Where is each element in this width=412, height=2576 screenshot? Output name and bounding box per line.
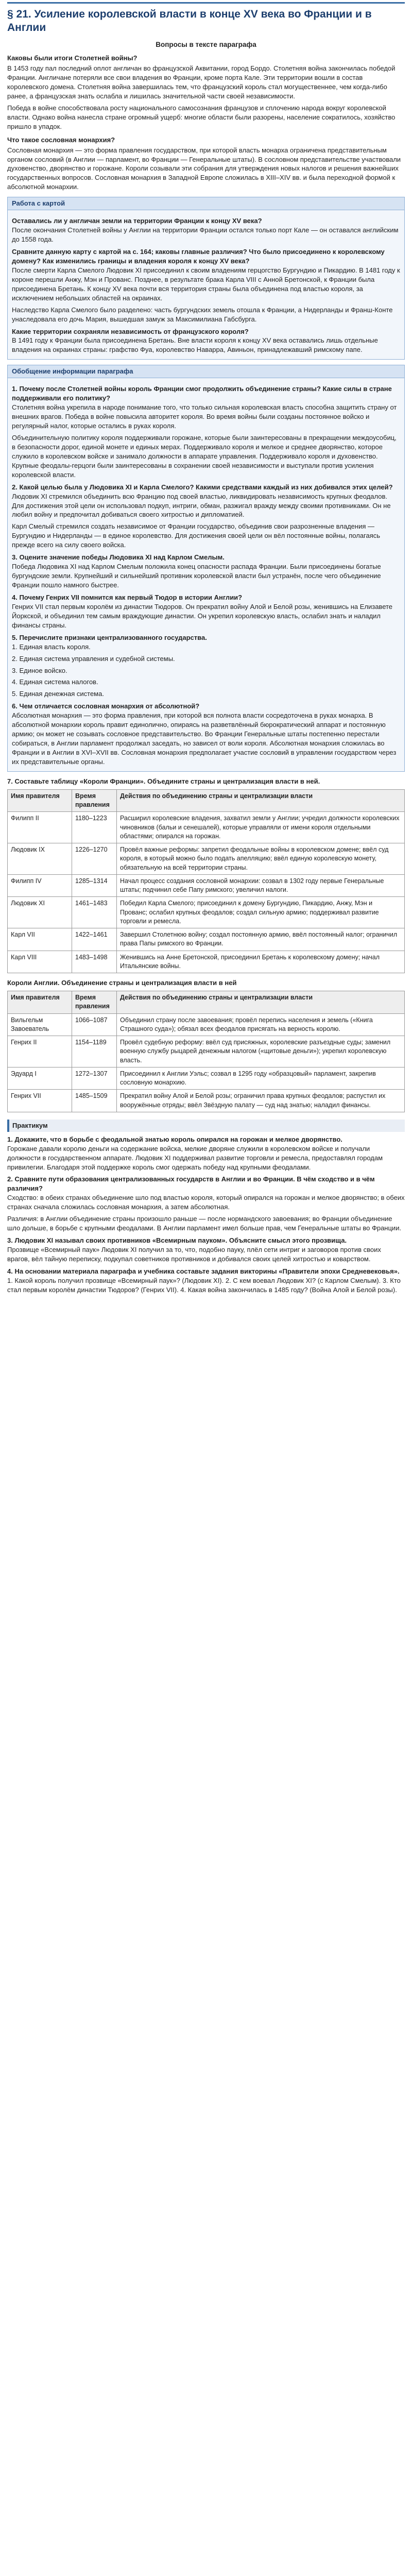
info-question: 3. Оцените значение победы Людовика XI над Карлом Смелым. bbox=[12, 553, 225, 562]
actions-cell: Присоединил к Англии Уэльс; созвал в 1295 году «образцовый» парламент, закрепив сословную монархию. bbox=[117, 1067, 405, 1090]
answer-paragraph: Победа в войне способствовала росту национального самосознания французов и сплочению народа вокруг королевской власти. Однако война нанесла стране огромный ущерб: многие области были разорены, население сократилось, хозяйство пришло в упадок. bbox=[7, 104, 396, 130]
reign-years-cell: 1226–1270 bbox=[72, 843, 117, 875]
table-header-cell: Действия по объединению страны и централизации власти bbox=[117, 789, 405, 812]
answer-paragraph: 2. Единая система управления и судебной системы. bbox=[12, 654, 175, 663]
table-row bbox=[8, 812, 405, 843]
practice-heading: Практикум bbox=[7, 1120, 405, 1132]
answer-paragraph: В 1453 году пал последний оплот англичан во французской Аквитании, город Бордо. Столетняя война закончилась победой Франции. Англичане потеряли все свои владения во Франции, кроме порта Кале. Эти территории вошли в состав королевского домена. Столетняя война завершилась тем, что французский король стал могущественнее, чем когда-либо ранее, а французская знать ослабла и лишилась значительной части своей независимости. bbox=[7, 64, 396, 100]
map-question: Оставались ли у англичан земли на территории Франции к концу XV века? bbox=[12, 217, 262, 225]
answer-paragraph: 4. Единая система налогов. bbox=[12, 678, 98, 686]
practice-question: 4. На основании материала параграфа и учебника составьте задания викторины «Правители эпохи Средневековья». bbox=[7, 1267, 400, 1275]
ruler-name-cell: Людовик XI bbox=[8, 897, 72, 928]
reign-years-cell: 1272–1307 bbox=[72, 1067, 117, 1090]
ruler-name-cell: Генрих VII bbox=[8, 1090, 72, 1112]
text-questions-heading: Вопросы в тексте параграфа bbox=[156, 40, 256, 48]
info-question: 4. Почему Генрих VII помнится как первый Тюдор в истории Англии? bbox=[12, 593, 243, 601]
answer-paragraph: 1. Какой король получил прозвище «Всемирный паук»? (Людовик XI). 2. С кем воевал Людовик XI? (с Карлом Смелым). 3. Кто стал первым королём династии Тюдоров? (Генрих VII). 4. Какая война закончилась в 1485 году? (Война Алой и Белой розы). bbox=[7, 1276, 401, 1294]
practice-question: 3. Людовик XI называл своих противников «Всемирным пауком». Объясните смысл этого прозвища. bbox=[7, 1236, 347, 1245]
table-row bbox=[8, 874, 405, 897]
page-title: § 21. Усиление королевской власти в конце XV века во Франции и в Англии bbox=[7, 8, 372, 34]
ruler-name-cell: Карл VIII bbox=[8, 951, 72, 973]
map-question: Какие территории сохраняли независимость от французского короля? bbox=[12, 327, 249, 335]
actions-cell: Провёл важные реформы: запретил феодальные войны в королевском домене; ввёл суд короля, в который можно было подать апелляцию; ввёл единую королевскую монету, обязательную на всей территории страны. bbox=[117, 843, 405, 875]
answer-paragraph: Сходство: в обеих странах объединение шло под властью короля, который опирался на горожан и мелкое дворянство; в обеих странах сначала сложилась сословная монархия, а затем абсолютная. bbox=[7, 1194, 405, 1211]
reign-years-cell: 1485–1509 bbox=[72, 1090, 117, 1112]
ruler-name-cell: Эдуард I bbox=[8, 1067, 72, 1090]
actions-cell: Провёл судебную реформу: ввёл суд присяжных, королевские разъездные суды; заменил военную службу рыцарей денежным налогом («щитовые деньги»); укрепил королевскую власть. bbox=[117, 1036, 405, 1067]
answer-paragraph: Различия: в Англии объединение страны произошло раньше — после нормандского завоевания; во Франции объединение шло дольше, в борьбе с крупными феодалами. В Англии парламент имел больше прав, чем Генеральные штаты во Франции. bbox=[7, 1215, 402, 1232]
info-box bbox=[7, 365, 405, 772]
table-row bbox=[8, 1013, 405, 1036]
practice-question: 2. Сравните пути образования централизованных государств в Англии и во Франции. В чём сходство и в чём различия? bbox=[7, 1175, 375, 1193]
answer-paragraph: Сословная монархия — это форма правления государством, при которой власть монарха ограничена представительным органом сословий (в Англии — парламент, во Франции — Генеральные штаты). В сословном представительстве участвовали духовенство, дворянство и горожане. Короли созывали эти собрания для утверждения новых налогов и решения важнейших государственных вопросов. Сословная монархия в Западной Европе сложилась в XIII–XIV вв. и была переходной формой к абсолютной монархии. bbox=[7, 146, 401, 191]
table1-title: 7. Составьте таблицу «Короли Франции». Объедините страны и централизация власти в ней. bbox=[7, 777, 320, 785]
kings-england-table bbox=[7, 991, 405, 1112]
map-box-header: Работа с картой bbox=[8, 197, 404, 210]
answer-paragraph: Людовик XI стремился объединить всю Францию под своей властью, ликвидировать независимость крупных феодалов. Для достижения этой цели он использовал подкуп, интриги, обман, разжигал вражду между своими противниками. Он не любил войну и предпочитал добиваться своего хитростью и дипломатией. bbox=[12, 492, 391, 519]
table-row bbox=[8, 843, 405, 875]
actions-cell: Победил Карла Смелого; присоединил к домену Бургундию, Пикардию, Анжу, Мэн и Прованс; ослабил крупных феодалов; создал сильную армию; поддерживал развитие торговли и ремесла. bbox=[117, 897, 405, 928]
ruler-name-cell: Генрих II bbox=[8, 1036, 72, 1067]
table-row bbox=[8, 951, 405, 973]
ruler-name-cell: Вильгельм Завоеватель bbox=[8, 1013, 72, 1036]
table-row bbox=[8, 1090, 405, 1112]
map-box-body bbox=[8, 210, 404, 359]
practice-question: 1. Докажите, что в борьбе с феодальной знатью король опирался на горожан и мелкое дворянство. bbox=[7, 1135, 342, 1143]
reign-years-cell: 1180–1223 bbox=[72, 812, 117, 843]
answer-paragraph: В 1491 году к Франции была присоединена Бретань. Вне власти короля к концу XV века оставались лишь отдельные владения на окраинах страны: графство Фуа, королевство Наварра, Авиньон, принадлежавший римскому папе. bbox=[12, 336, 378, 354]
reign-years-cell: 1285–1314 bbox=[72, 874, 117, 897]
info-question: 2. Какой целью была у Людовика XI и Карла Смелого? Какими средствами каждый из них добивался этих целей? bbox=[12, 483, 393, 491]
kings-france-table bbox=[7, 789, 405, 973]
reign-years-cell: 1422–1461 bbox=[72, 928, 117, 951]
text-questions-section bbox=[7, 54, 405, 192]
table-header-cell: Имя правителя bbox=[8, 789, 72, 812]
table-header-cell: Имя правителя bbox=[8, 991, 72, 1014]
top-rule bbox=[7, 2, 405, 4]
table-row bbox=[8, 1067, 405, 1090]
actions-cell: Женившись на Анне Бретонской, присоединил Бретань к королевскому домену; начал Итальянские войны. bbox=[117, 951, 405, 973]
answer-paragraph: 5. Единая денежная система. bbox=[12, 690, 104, 698]
answer-paragraph: 1. Единая власть короля. bbox=[12, 642, 91, 651]
table-row bbox=[8, 897, 405, 928]
table-header-cell: Время правления bbox=[72, 789, 117, 812]
info-question: 1. Почему после Столетней войны король Франции смог продолжить объединение страны? Какие силы в стране поддерживали его политику? bbox=[12, 385, 392, 402]
answer-paragraph: После окончания Столетней войны у Англии на территории Франции остался только порт Кале — он оставался английским до 1558 года. bbox=[12, 226, 399, 244]
info-question: 6. Чем отличается сословная монархия от абсолютной? bbox=[12, 702, 200, 710]
practice-section bbox=[7, 1135, 405, 1295]
ruler-name-cell: Филипп II bbox=[8, 812, 72, 843]
actions-cell: Расширил королевские владения, захватил земли у Англии; учредил должности королевских чиновников (бальи и сенешалей), которые управляли от имени короля отдельными областями; опирался на горожан. bbox=[117, 812, 405, 843]
info-question: 5. Перечислите признаки централизованного государства. bbox=[12, 633, 207, 641]
answer-paragraph: После смерти Карла Смелого Людовик XI присоединил к своим владениям герцогство Бургундию и Пикардию. В 1481 году к короне перешли Анжу, Мэн и Прованс. Позднее, в результате брака Карла VIII с Анной Бретонской, к Франции была присоединена Бретань. К концу XV века почти вся территория страны была объединена под властью короля, за исключением небольших областей на окраинах. bbox=[12, 266, 400, 302]
answer-paragraph: Абсолютная монархия — это форма правления, при которой вся полнота власти сосредоточена в руках монарха. В абсолютной монархии король правит единолично, опираясь на разветвлённый бюрократический аппарат и постоянную армию; он может не созывать сословное представительство. Во Франции Генеральные штаты постепенно перестали собираться, в Англии парламент продолжал заседать, но зависел от воли короля. Абсолютная монархия сложилась во Франции и в Англии в XVI–XVII вв. Сословная монархия предполагает участие сословий в управлении государством через их представительные органы. bbox=[12, 711, 397, 766]
map-box bbox=[7, 197, 405, 360]
actions-cell: Завершил Столетнюю войну; создал постоянную армию, ввёл постоянный налог; ограничил права Папы римского во Франции. bbox=[117, 928, 405, 951]
answer-paragraph: Наследство Карла Смелого было разделено: часть бургундских земель отошла к Франции, а Нидерланды и Франш-Конте унаследовала его дочь Мария, вышедшая замуж за Максимилиана Габсбурга. bbox=[12, 306, 393, 323]
table-header-cell: Действия по объединению страны и централизации власти bbox=[117, 991, 405, 1014]
kings-england-table-body bbox=[8, 1013, 405, 1112]
actions-cell: Начал процесс создания сословной монархии: созвал в 1302 году первые Генеральные штаты; подчинил себе Папу римского; увеличил налоги. bbox=[117, 874, 405, 897]
kings-france-table-body bbox=[8, 812, 405, 973]
ruler-name-cell: Людовик IX bbox=[8, 843, 72, 875]
ruler-name-cell: Филипп IV bbox=[8, 874, 72, 897]
reign-years-cell: 1154–1189 bbox=[72, 1036, 117, 1067]
table-row bbox=[8, 1036, 405, 1067]
table-header-row bbox=[8, 789, 405, 812]
answer-paragraph: Карл Смелый стремился создать независимое от Франции государство, объединив свои разрозненные владения — Бургундию и Нидерланды — в единое королевство. Для достижения своей цели он вёл постоянные войны, полагаясь прежде всего на силу своего войска. bbox=[12, 522, 381, 549]
actions-cell: Объединил страну после завоевания; провёл перепись населения и земель («Книга Страшного суда»); обязал всех феодалов присягать на верность королю. bbox=[117, 1013, 405, 1036]
table-row bbox=[8, 928, 405, 951]
answer-paragraph: Столетняя война укрепила в народе понимание того, что только сильная королевская власть способна защитить страну от внешних врагов. Победа в войне повысила авторитет короля. Во время войны были созданы постоянное войско и регулярный налог, которые остались в руках короля. bbox=[12, 403, 397, 430]
answer-paragraph: 3. Единое войско. bbox=[12, 666, 67, 674]
reign-years-cell: 1066–1087 bbox=[72, 1013, 117, 1036]
table2-title: Короли Англии. Объединение страны и централизация власти в ней bbox=[7, 979, 237, 987]
question-heading: Каковы были итоги Столетней войны? bbox=[7, 54, 138, 62]
info-box-body bbox=[8, 378, 404, 771]
answer-paragraph: Генрих VII стал первым королём из династии Тюдоров. Он прекратил войну Алой и Белой розы, женившись на Елизавете Йоркской, и объединил тем самым враждующие династии. Он укрепил королевскую власть, ослабил знать и наладил финансы страны. bbox=[12, 602, 393, 629]
answer-paragraph: Горожане давали королю деньги на содержание войска, мелкие дворяне служили в королевском войске и получали должности в государственном аппарате. Людовик XI поддерживал развитие торговли и ремесла, предоставлял городам привилегии. Благодаря этой поддержке король смог одержать победу над крупными феодалами. bbox=[7, 1144, 383, 1171]
ruler-name-cell: Карл VII bbox=[8, 928, 72, 951]
answer-paragraph: Победа Людовика XI над Карлом Смелым положила конец опасности распада Франции. Были присоединены богатые бургундские земли. Крупнейший и сильнейший противник королевской власти был устранён, после чего объединение Франции пошло намного быстрее. bbox=[12, 563, 381, 589]
actions-cell: Прекратил войну Алой и Белой розы; ограничил права крупных феодалов; распустил их вооружённые отряды; ввёл Звёздную палату — суд над знатью; наладил финансы. bbox=[117, 1090, 405, 1112]
answer-paragraph: Объединительную политику короля поддерживали горожане, которые были заинтересованы в прекращении междоусобиц, в безопасности дорог, единой монете и единых мерах. Поддерживало короля и мелкое и среднее дворянство, которое служило в королевском войске и занимало должности в аппарате управления. Поддерживало короля и духовенство. Крупные феодалы-герцоги были заинтересованы в сохранении своей независимости и выступали против усиления королевской власти. bbox=[12, 433, 397, 479]
reign-years-cell: 1461–1483 bbox=[72, 897, 117, 928]
reign-years-cell: 1483–1498 bbox=[72, 951, 117, 973]
table-header-row bbox=[8, 991, 405, 1014]
map-question: Сравните данную карту с картой на с. 164; каковы главные различия? Что было присоединено к королевскому домену? Как изменились границы и владения короля к концу XV века? bbox=[12, 248, 385, 265]
answer-paragraph: Прозвище «Всемирный паук» Людовик XI получил за то, что, подобно пауку, плёл сети интриг и заговоров против своих врагов, вёл тайную переписку, подкупал советников противников и добивался своих целей хитростью и коварством. bbox=[7, 1246, 381, 1263]
info-box-header: Обобщение информации параграфа bbox=[8, 365, 404, 378]
question-heading: Что такое сословная монархия? bbox=[7, 135, 115, 144]
table-header-cell: Время правления bbox=[72, 991, 117, 1014]
